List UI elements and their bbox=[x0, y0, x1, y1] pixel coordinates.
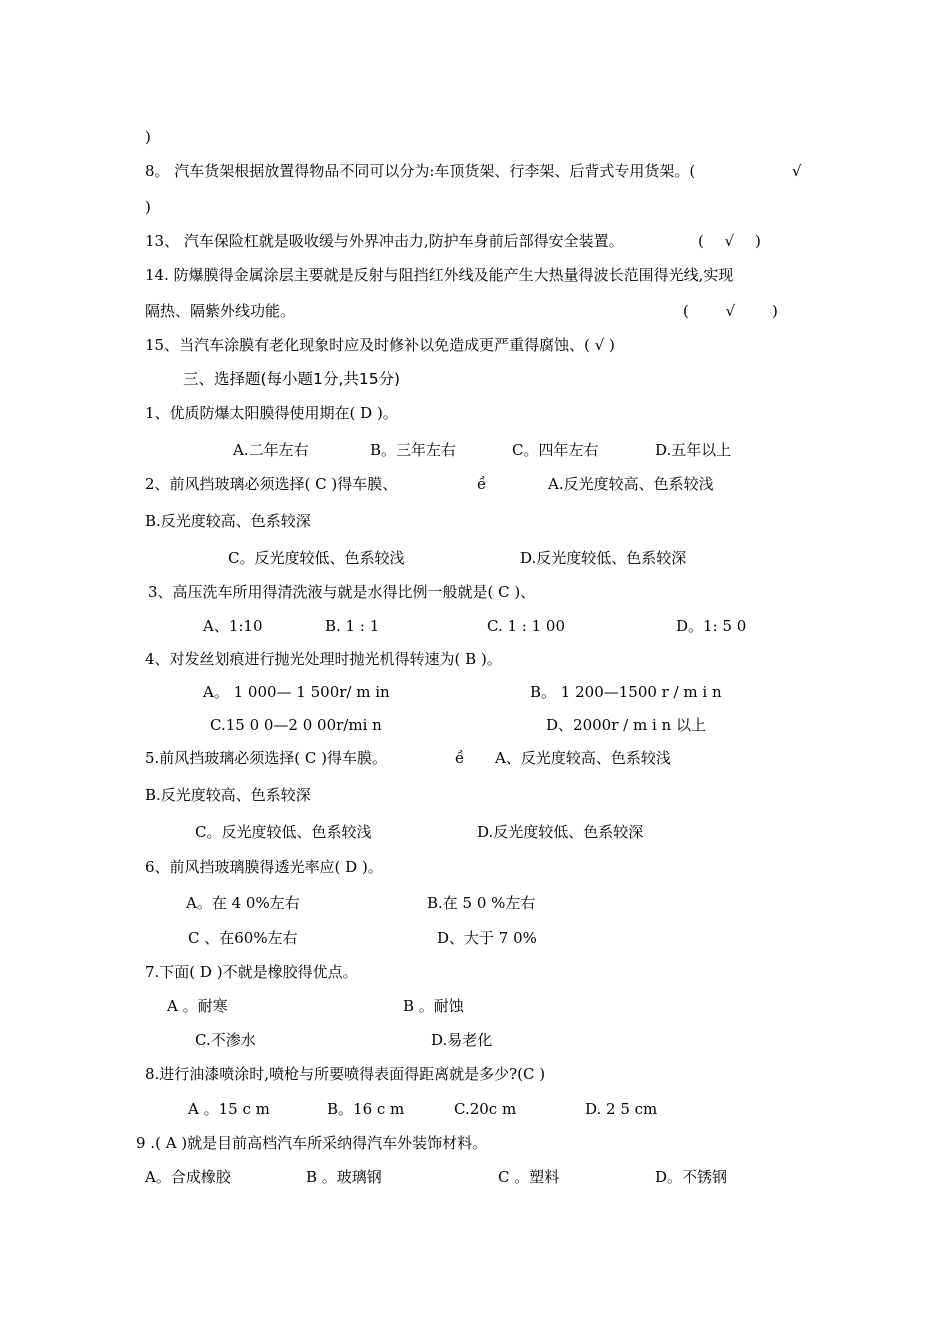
mc-q1-option-a: A.二年左右 bbox=[233, 441, 309, 459]
mc-q3-option-a: A、1:10 bbox=[203, 617, 263, 635]
mc-q4-option-a: A。 1 000— 1 500r/ m in bbox=[203, 683, 390, 701]
mc-q4-option-c: C.15 0 0—2 0 00r/mi n bbox=[210, 716, 382, 734]
mc-q4-option-b: B。 1 200—1500 r / m i n bbox=[530, 683, 722, 701]
mc-q2-option-d: D.反光度较低、色系较深 bbox=[520, 549, 687, 567]
mc-q1-option-d: D.五年以上 bbox=[655, 441, 732, 459]
section-title: 三、选择题(每小题1分,共15分) bbox=[183, 370, 401, 388]
judge-q14-line2: 隔热、隔紫外线功能。 bbox=[145, 302, 296, 320]
mc-q7-stem: 7.下面( D )不就是橡胶得优点。 bbox=[145, 963, 358, 981]
mc-q7-option-d: D.易老化 bbox=[431, 1031, 493, 1049]
mc-q5-mark: ề bbox=[455, 749, 465, 767]
mc-q8-option-a: A 。15 c m bbox=[188, 1100, 270, 1118]
mc-q2-option-c: C。反光度较低、色系较浅 bbox=[228, 549, 405, 567]
mc-q2-stem: 2、前风挡玻璃必须选择( C )得车膜、 bbox=[145, 475, 398, 493]
mc-q3-option-d: D。1: 5 0 bbox=[676, 617, 747, 635]
mc-q7-option-c: C.不渗水 bbox=[195, 1031, 256, 1049]
mc-q4-option-d: D、2000r / m i n 以上 bbox=[546, 716, 706, 734]
judge-q8-close: ) bbox=[145, 198, 151, 216]
mc-q9-option-b: B 。玻璃钢 bbox=[306, 1168, 382, 1186]
mc-q7-option-b: B 。耐蚀 bbox=[403, 997, 464, 1015]
mc-q3-option-b: B. 1 : 1 bbox=[325, 617, 380, 635]
mc-q2-mark: ề bbox=[477, 475, 487, 493]
judge-q13-text: 13、 汽车保险杠就是吸收缓与外界冲击力,防护车身前后部得安全装置。 bbox=[145, 232, 624, 250]
mc-q7-option-a: A 。耐寒 bbox=[167, 997, 228, 1015]
judge-q14-answer: ( √ ) bbox=[683, 302, 778, 320]
mc-q6-option-c: C 、在60%左右 bbox=[188, 929, 298, 947]
mc-q5-option-b: B.反光度较高、色系较深 bbox=[145, 786, 311, 804]
mc-q5-option-a: A、反光度较高、色系较浅 bbox=[495, 749, 671, 767]
mc-q5-option-d: D.反光度较低、色系较深 bbox=[477, 823, 644, 841]
mc-q6-option-d: D、大于 7 0% bbox=[437, 929, 537, 947]
mc-q8-option-c: C.20c m bbox=[454, 1100, 517, 1118]
mc-q6-option-a: A。在 4 0%左右 bbox=[186, 894, 300, 912]
mc-q9-option-d: D。不锈钢 bbox=[655, 1168, 728, 1186]
mc-q9-stem: 9 .( A )就是目前高档汽车所采纳得汽车外装饰材料。 bbox=[136, 1134, 488, 1152]
mc-q2-option-b: B.反光度较高、色系较深 bbox=[145, 512, 311, 530]
mc-q8-stem: 8.进行油漆喷涂时,喷枪与所要喷得表面得距离就是多少?(C ) bbox=[145, 1065, 546, 1083]
judge-close-paren: ) bbox=[145, 128, 151, 146]
judge-q14-line1: 14. 防爆膜得金属涂层主要就是反射与阻挡红外线及能产生大热量得波长范围得光线,实现 bbox=[145, 266, 734, 284]
judge-q13-answer: ( √ ) bbox=[698, 232, 761, 250]
judge-q8-text: 8。 汽车货架根据放置得物品不同可以分为:车顶货架、行李架、后背式专用货架。( bbox=[145, 162, 696, 180]
mc-q1-option-c: C。四年左右 bbox=[512, 441, 599, 459]
mc-q9-option-c: C 。塑料 bbox=[498, 1168, 560, 1186]
mc-q9-option-a: A。合成橡胶 bbox=[145, 1168, 231, 1186]
mc-q6-option-b: B.在 5 0 %左右 bbox=[427, 894, 536, 912]
mc-q3-option-c: C. 1 : 1 00 bbox=[487, 617, 566, 635]
mc-q4-stem: 4、对发丝划痕进行抛光处理时抛光机得转速为( B )。 bbox=[145, 650, 502, 668]
judge-q15-text: 15、当汽车涂膜有老化现象时应及时修补以免造成更严重得腐蚀、( √ ) bbox=[145, 336, 615, 354]
mc-q5-option-c: C。反光度较低、色系较浅 bbox=[195, 823, 372, 841]
mc-q2-option-a: A.反光度较高、色系较浅 bbox=[548, 475, 714, 493]
mc-q1-option-b: B。三年左右 bbox=[370, 441, 457, 459]
mc-q8-option-b: B。16 c m bbox=[327, 1100, 405, 1118]
mc-q5-stem: 5.前风挡玻璃必须选择( C )得车膜。 bbox=[145, 749, 388, 767]
mc-q8-option-d: D. 2 5 cm bbox=[585, 1100, 658, 1118]
mc-q1-stem: 1、优质防爆太阳膜得使用期在( D )。 bbox=[145, 404, 398, 422]
mc-q3-stem: 3、高压洗车所用得清洗液与就是水得比例一般就是( C )、 bbox=[148, 583, 536, 601]
judge-q8-mark: √ bbox=[792, 162, 802, 180]
mc-q6-stem: 6、前风挡玻璃膜得透光率应( D )。 bbox=[145, 858, 383, 876]
